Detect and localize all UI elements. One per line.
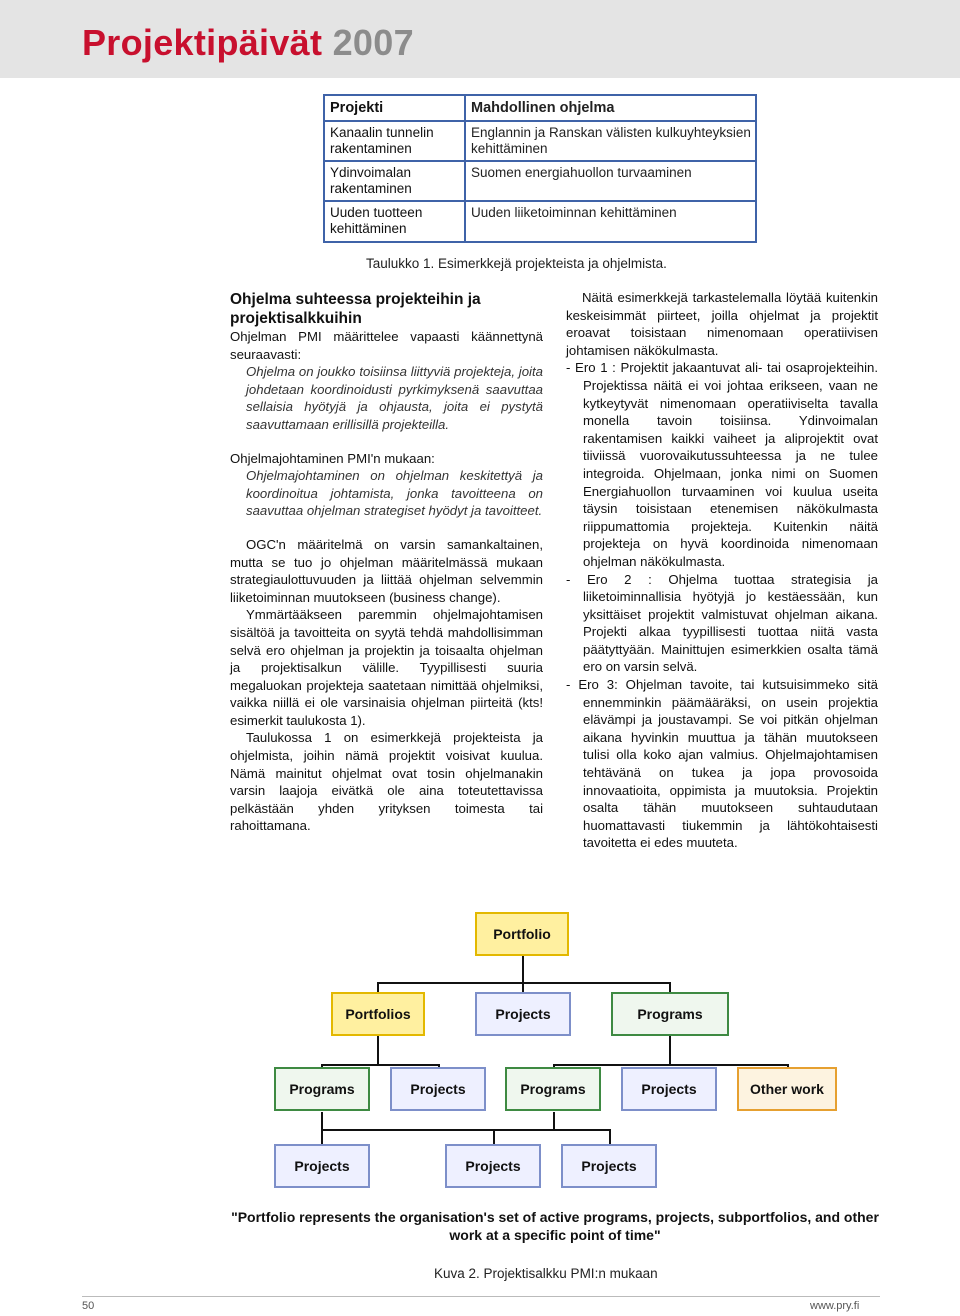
box-portfolio: Portfolio: [475, 912, 569, 956]
title-year: 2007: [332, 22, 414, 63]
table-cell-project: Kanaalin tunnelin rakentaminen: [330, 125, 434, 156]
page-title: [82, 22, 414, 64]
connector-line: [321, 1064, 439, 1066]
box-programs: Programs: [274, 1067, 370, 1111]
paragraph: OGC'n määritelmä on varsin samankaltainen, mutta se tuo jo ohjelman määritelmässä mukaan strategiaulottuvuuden ja liittää ohjelman selvemmin liiketoiminnan muutokseen (business change).: [230, 536, 543, 605]
page-number: 50: [82, 1300, 95, 1312]
paragraph: Näitä esimerkkejä tarkastelemalla löytää kuitenkin keskeisimmät piirteet, joilla ohjelmat ja projektit eroavat toisistaan nimenomaan operatiivisen johtamisen näkökulmasta.: [566, 290, 878, 358]
table-cell-project: Ydinvoimalan rakentaminen: [330, 165, 412, 196]
connector-line: [321, 1112, 323, 1130]
box-other-work: Other work: [737, 1067, 837, 1111]
left-column: [230, 290, 543, 835]
connector-line: [321, 1129, 323, 1144]
portfolio-quote: "Portfolio represents the organisation's set of active programs, projects, subportfolios, and other work at a specific point of time": [231, 1209, 879, 1243]
connector-line: [321, 1129, 610, 1131]
table-rule: [325, 200, 755, 202]
section-heading: Ohjelma suhteessa projekteihin ja projektisalkkuihin: [230, 291, 481, 327]
example-table: [323, 94, 757, 243]
right-column: [566, 289, 878, 852]
list-item: - Ero 2 : Ohjelma tuottaa strategisia ja liiketoiminnallisia hyötyjä jo kestäessään, kun yksittäiset projektit valmistuvat ohjelman aikana. Projekti alkaa tyypillisesti tuottaa niitä vasta päätyttyään. Mainittujen esimerkkien osalta tämä ero on varsin selvä.: [566, 571, 878, 675]
paragraph: Ohjelmajohtaminen PMI'n mukaan:: [230, 450, 435, 466]
connector-line: [553, 1112, 555, 1130]
connector-line: [377, 1035, 379, 1065]
table-caption: Taulukko 1. Esimerkkejä projekteista ja ohjelmista.: [366, 256, 667, 271]
box-projects: Projects: [274, 1144, 370, 1188]
list-item: - Ero 1 : Projektit jakaantuvat ali- tai osaprojekteihin. Projektissa näitä ei voi johtaa erikseen, vaan ne kytkeytyvät nimenomaan operatiiviselta tavalla monella tavoin toisiinsa. Ydinvoimalan rakentamisen kaikki vaiheet ja aliprojektit ovat tiiviissä vuorovaikutussuhteessa ja ne tulee integroida. Ohjelmaan, jonka nimi on Suomen Energiahuollon turvaaminen voi kuulua useita täysin toisistaan etenemisen näkökulmasta riippumattomia projekteja. Kuitenkin näitä projekteja on hyvä koordinoida nimenomaan ohjelman näkökulmasta.: [566, 360, 878, 569]
title-main: Projektipäivät: [82, 22, 323, 63]
box-projects: Projects: [475, 992, 571, 1036]
table-header-program: Mahdollinen ohjelma: [471, 100, 615, 116]
paragraph: Taulukossa 1 on esimerkkejä projekteista ja ohjelmista, joihin nämä projektit voisivat kuulua. Nämä mainitut ohjelmat ovat tosin ohjelmanakin varsin laajoja eivätkä ole aina toteutettavissa pelkästään yhden yrityksen toimesta tai rahoittamana.: [230, 730, 543, 834]
connector-line: [609, 1129, 611, 1144]
table-cell-project: Uuden tuotteen kehittäminen: [330, 205, 423, 236]
table-cell-program: Uuden liiketoiminnan kehittäminen: [471, 205, 677, 220]
figure-caption: Kuva 2. Projektisalkku PMI:n mukaan: [434, 1266, 658, 1281]
connector-line: [669, 1035, 671, 1065]
paragraph: Ymmärtääkseen paremmin ohjelmajohtamisen sisältöä ja tavoitteita on syytä tehdä mahdollisimman selvä ero ohjelman ja projektin ja toisaalta ohjelman ja projektisalkun välille. Tyypillisesti suuria megaluokan projekteja saatetaan nimittää ohjelmiksi, vaikka niillä ei ole varsinaisia ohjelman piirteitä (kts! esimerkit taulukosta 1).: [230, 607, 543, 728]
box-programs: Programs: [505, 1067, 601, 1111]
box-projects: Projects: [390, 1067, 486, 1111]
box-projects: Projects: [621, 1067, 717, 1111]
box-projects: Projects: [445, 1144, 541, 1188]
connector-line: [522, 955, 524, 983]
pmi-program-definition: Ohjelma on joukko toisiinsa liittyviä projekteja, joita johdetaan koordinoidusti pyrkimyksenä saavuttaa sellaisia hyötyjä ja ohjausta, joita ei pystytä saavuttamaan erillisillä projekteilla.: [246, 364, 543, 432]
footer-rule: [82, 1296, 880, 1297]
paragraph: Ohjelman PMI määrittelee vapaasti käännettynä seuraavasti:: [230, 329, 543, 362]
box-projects: Projects: [561, 1144, 657, 1188]
connector-line: [493, 1129, 495, 1144]
pmi-management-definition: Ohjelmajohtaminen on ohjelman keskitettyä ja koordinoitua johtamista, jonka tavoitteena on saavuttaa ohjelman strategiset hyödyt ja tavoitteet.: [246, 468, 543, 519]
box-portfolios: Portfolios: [331, 992, 425, 1036]
footer-site: www.pry.fi: [810, 1300, 860, 1312]
table-header-project: Projekti: [330, 100, 384, 116]
table-divider: [464, 96, 466, 241]
box-programs: Programs: [611, 992, 729, 1036]
table-cell-program: Suomen energiahuollon turvaaminen: [471, 165, 692, 180]
table-rule: [325, 160, 755, 162]
table-rule: [325, 120, 755, 122]
connector-line: [553, 1064, 788, 1066]
list-item: - Ero 3: Ohjelman tavoite, tai kutsuisimmeko sitä ennemminkin päämääräksi, on usein projektia elävämpi ja joustavampi. Se voi pitkän ohjelman aikana hyvinkin muuttua ja tähän muutokseen tulisi olla koko ajan valmius. Ohjelmajohtamisen tehtävänä on tukea ja jopa provosoida innovaatioita, oppimista ja muutoksia. Projektin osalta tähän muutokseen suhtaudutaan huomattavasti tiukemmin ja lähtökohtaisesti tavoitetta ei edes muuteta.: [566, 677, 878, 851]
table-cell-program: Englannin ja Ranskan välisten kulkuyhteyksien kehittäminen: [471, 125, 751, 156]
